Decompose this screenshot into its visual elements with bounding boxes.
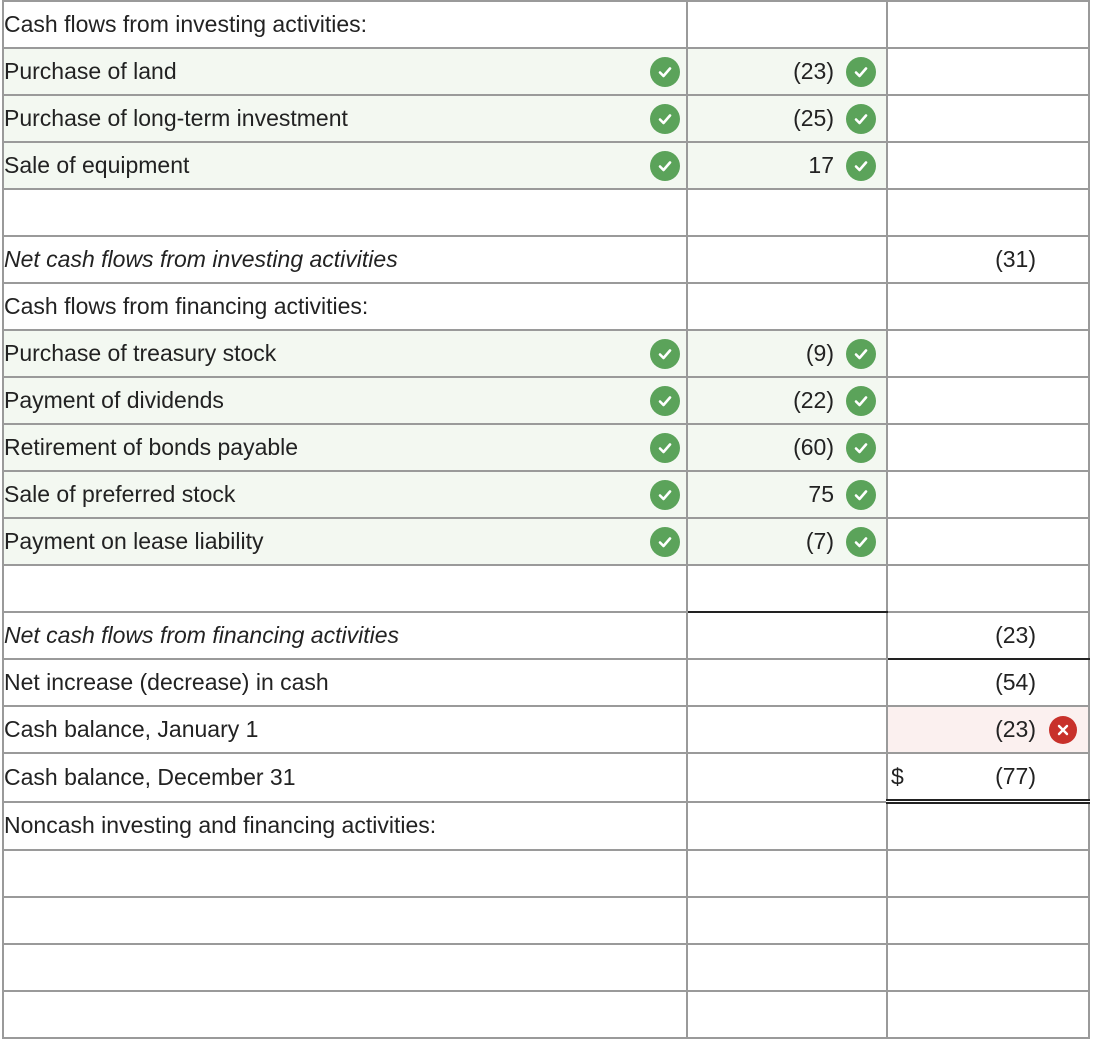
total-cell[interactable] <box>887 142 1089 189</box>
check-icon <box>650 433 680 463</box>
total-cell[interactable] <box>887 565 1089 612</box>
amount-value: (25) <box>793 105 834 131</box>
amount-cell[interactable] <box>687 424 887 471</box>
check-icon <box>846 527 876 557</box>
amount-cell[interactable] <box>687 850 887 897</box>
cash-flow-statement-table <box>2 0 1090 1039</box>
total-cell[interactable] <box>887 330 1089 377</box>
table-row <box>3 518 1089 565</box>
check-icon <box>650 339 680 369</box>
line-item-label[interactable] <box>3 189 687 236</box>
amount-cell[interactable] <box>687 189 887 236</box>
amount-cell[interactable] <box>687 330 887 377</box>
table-row <box>3 424 1089 471</box>
total-cell[interactable] <box>887 753 1089 802</box>
table-row <box>3 850 1089 897</box>
cash-dec31-total: (77) <box>995 763 1036 789</box>
table-row <box>3 753 1089 802</box>
table-row <box>3 48 1089 95</box>
financing-net-label: Net cash flows from financing activities <box>3 612 687 659</box>
line-item-text: Sale of preferred stock <box>4 481 236 507</box>
line-item-label[interactable] <box>3 897 687 944</box>
check-icon <box>650 480 680 510</box>
line-item-label[interactable] <box>3 471 687 518</box>
total-cell[interactable] <box>887 471 1089 518</box>
amount-cell[interactable] <box>687 518 887 565</box>
total-cell[interactable] <box>887 236 1089 283</box>
check-icon <box>846 386 876 416</box>
line-item-label[interactable] <box>3 944 687 991</box>
table-row <box>3 944 1089 991</box>
amount-value: 75 <box>808 481 834 507</box>
line-item-label[interactable] <box>3 330 687 377</box>
amount-value: (22) <box>793 387 834 413</box>
table-row <box>3 991 1089 1038</box>
investing-net-label: Net cash flows from investing activities <box>3 236 687 283</box>
amount-cell[interactable] <box>687 706 887 753</box>
total-cell[interactable] <box>887 612 1089 659</box>
cash-jan1-total: (23) <box>995 716 1036 742</box>
amount-cell[interactable] <box>687 944 887 991</box>
table-row <box>3 283 1089 330</box>
amount-cell[interactable] <box>687 48 887 95</box>
amount-value: 17 <box>808 152 834 178</box>
check-icon <box>650 151 680 181</box>
total-cell[interactable] <box>887 802 1089 851</box>
check-icon <box>846 433 876 463</box>
net-increase-label: Net increase (decrease) in cash <box>3 659 687 706</box>
amount-value: (23) <box>793 58 834 84</box>
check-icon <box>650 57 680 87</box>
amount-cell[interactable] <box>687 142 887 189</box>
amount-cell[interactable] <box>687 897 887 944</box>
amount-cell[interactable] <box>687 991 887 1038</box>
table-row <box>3 565 1089 612</box>
line-item-text: Payment of dividends <box>4 387 224 413</box>
line-item-text: Payment on lease liability <box>4 528 264 554</box>
total-cell[interactable] <box>887 95 1089 142</box>
cash-jan1-label: Cash balance, January 1 <box>3 706 687 753</box>
table-row <box>3 897 1089 944</box>
check-icon <box>846 151 876 181</box>
amount-cell[interactable] <box>687 95 887 142</box>
amount-value: (60) <box>793 434 834 460</box>
total-cell[interactable] <box>887 850 1089 897</box>
line-item-label[interactable] <box>3 142 687 189</box>
table-row <box>3 189 1089 236</box>
amount-cell[interactable] <box>687 612 887 659</box>
investing-header: Cash flows from investing activities: <box>3 1 687 48</box>
check-icon <box>650 104 680 134</box>
amount-cell[interactable] <box>687 802 887 851</box>
total-cell[interactable] <box>887 944 1089 991</box>
line-item-text: Retirement of bonds payable <box>4 434 299 460</box>
table-row <box>3 659 1089 706</box>
amount-cell[interactable] <box>687 377 887 424</box>
total-cell[interactable] <box>887 377 1089 424</box>
table-row <box>3 330 1089 377</box>
line-item-label[interactable] <box>3 377 687 424</box>
amount-cell[interactable] <box>687 471 887 518</box>
total-cell[interactable] <box>887 706 1089 753</box>
table-row <box>3 236 1089 283</box>
total-cell[interactable] <box>887 518 1089 565</box>
net-increase-total: (54) <box>995 669 1036 695</box>
amount-value: (7) <box>805 528 834 554</box>
currency-symbol: $ <box>891 763 904 789</box>
line-item-label[interactable] <box>3 565 687 612</box>
financing-net-total: (23) <box>995 622 1036 648</box>
amount-cell[interactable] <box>687 1 887 48</box>
line-item-label[interactable] <box>3 95 687 142</box>
total-cell[interactable] <box>887 897 1089 944</box>
line-item-text: Purchase of long-term investment <box>4 105 348 131</box>
amount-cell[interactable] <box>687 565 887 612</box>
cash-dec31-label: Cash balance, December 31 <box>3 753 687 802</box>
line-item-text: Sale of equipment <box>4 152 190 178</box>
amount-cell[interactable] <box>687 283 887 330</box>
line-item-label[interactable] <box>3 991 687 1038</box>
line-item-text: Purchase of treasury stock <box>4 340 277 366</box>
x-icon <box>1049 716 1077 744</box>
table-row <box>3 471 1089 518</box>
investing-net-total: (31) <box>995 246 1036 272</box>
line-item-label[interactable] <box>3 48 687 95</box>
table-row <box>3 706 1089 753</box>
amount-cell[interactable] <box>687 236 887 283</box>
total-cell[interactable] <box>887 283 1089 330</box>
amount-cell[interactable] <box>687 753 887 802</box>
line-item-label[interactable] <box>3 518 687 565</box>
table-row <box>3 377 1089 424</box>
table-row <box>3 95 1089 142</box>
check-icon <box>846 57 876 87</box>
table-row <box>3 142 1089 189</box>
amount-cell[interactable] <box>687 659 887 706</box>
noncash-header: Noncash investing and financing activities: <box>3 802 687 851</box>
line-item-label[interactable] <box>3 850 687 897</box>
total-cell[interactable] <box>887 659 1089 706</box>
line-item-text: Purchase of land <box>4 58 177 84</box>
check-icon <box>650 527 680 557</box>
amount-value: (9) <box>805 340 834 366</box>
total-cell[interactable] <box>887 424 1089 471</box>
check-icon <box>846 339 876 369</box>
total-cell[interactable] <box>887 991 1089 1038</box>
table-row <box>3 612 1089 659</box>
financing-header: Cash flows from financing activities: <box>3 283 687 330</box>
line-item-label[interactable] <box>3 424 687 471</box>
check-icon <box>846 480 876 510</box>
check-icon <box>846 104 876 134</box>
total-cell[interactable] <box>887 48 1089 95</box>
table-row <box>3 802 1089 851</box>
table-row <box>3 1 1089 48</box>
total-cell[interactable] <box>887 189 1089 236</box>
total-cell[interactable] <box>887 1 1089 48</box>
check-icon <box>650 386 680 416</box>
